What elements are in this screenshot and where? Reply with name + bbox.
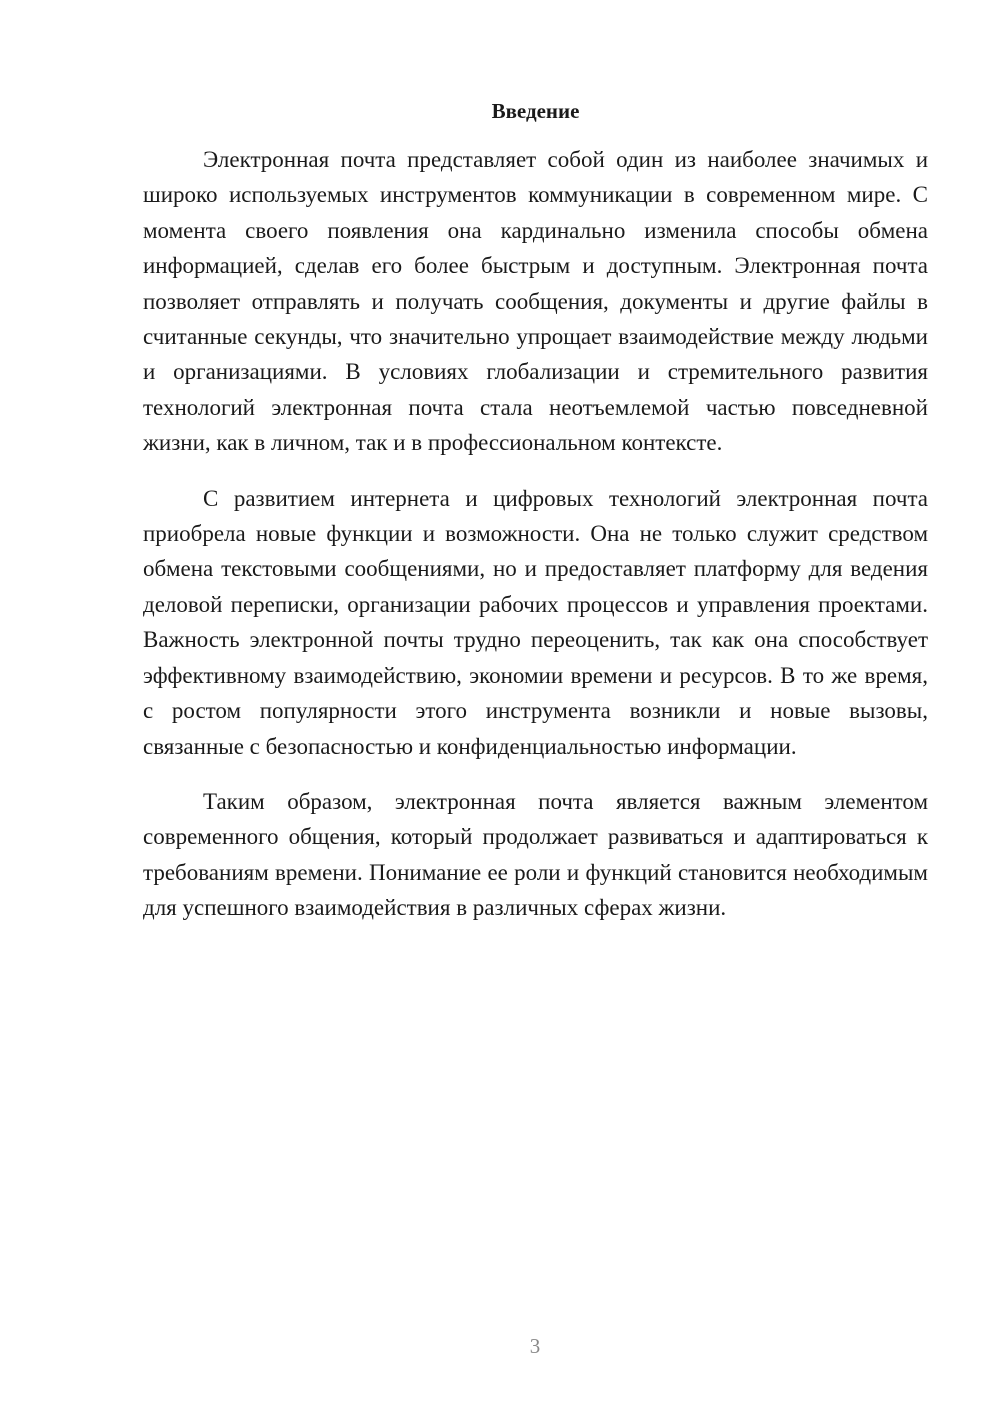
page-number: 3 bbox=[529, 1334, 541, 1358]
paragraph-3: Таким образом, электронная почта является важным элементом современного общения, который продолжает развиваться и адаптироваться к требованиям времени. Понимание ее роли и функций становится необходимым для успешного взаимодействия в различных сферах жизни. bbox=[143, 788, 928, 921]
body-text bbox=[143, 142, 928, 926]
paragraph-2: С развитием интернета и цифровых технологий электронная почта приобрела новые функции и возможности. Она не только служит средством обмена текстовыми сообщениями, но и предоставляет платформу для ведения деловой переписки, организации рабочих процессов и управления проектами. Важность электронной почты трудно переоценить, так как она способствует эффективному взаимодействию, экономии времени и ресурсов. В то же время, с ростом популярности этого инструмента возникли и новые вызовы, связанные с безопасностью и конфиденциальностью информации. bbox=[143, 485, 928, 759]
page-title: Введение bbox=[491, 99, 580, 123]
paragraph-1: Электронная почта представляет собой один из наиболее значимых и широко используемых инструментов коммуникации в современном мире. С момента своего появления она кардинально изменила способы обмена информацией, сделав его более быстрым и доступным. Электронная почта позволяет отправлять и получать сообщения, документы и другие файлы в считанные секунды, что значительно упрощает взаимодействие между людьми и организациями. В условиях глобализации и стремительного развития технологий электронная почта стала неотъемлемой частью повседневной жизни, как в личном, так и в профессиональном контексте. bbox=[143, 147, 928, 456]
